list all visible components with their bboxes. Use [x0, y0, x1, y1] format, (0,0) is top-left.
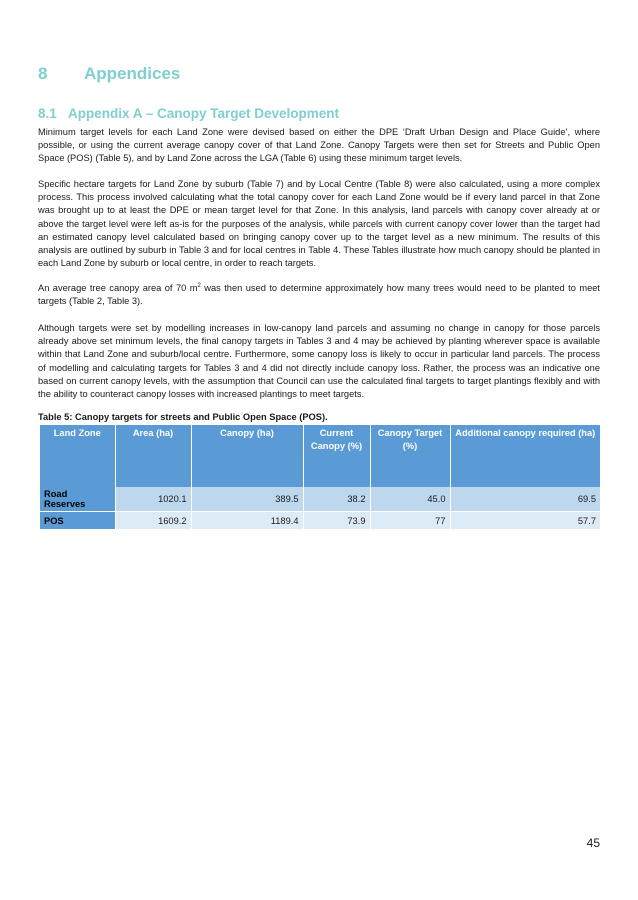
cell-canopy-target: 45.0 — [370, 487, 450, 512]
cell-canopy: 1189.4 — [191, 512, 303, 530]
table-caption: Table 5: Canopy targets for streets and Public Open Space (POS). — [38, 412, 328, 422]
paragraph-targets-intro: Minimum target levels for each Land Zone were devised based on either the DPE ‘Draft Urban Design and Place Guide’, where possible, or using the current average canopy cover of that Land Zone. Canopy Targets were then set for Streets and Public Open Space (POS) (Table 5), and by Land Zone across the LGA (Table 6) using these minimum target levels. — [38, 127, 600, 164]
section-heading — [38, 64, 180, 84]
paragraph-tree-area — [38, 282, 600, 308]
table-header-row — [40, 425, 600, 487]
cell-additional-canopy: 57.7 — [450, 512, 600, 530]
row-label: POS — [40, 512, 115, 530]
subsection-number: 8.1 — [38, 106, 57, 121]
header-land-zone: Land Zone — [40, 425, 115, 487]
cell-canopy-target: 77 — [370, 512, 450, 530]
paragraph-hectare-targets: Specific hectare targets for Land Zone by suburb (Table 7) and by Local Centre (Table 8) were also calculated, using a more complex process. This process involved calculating what the total canopy cover for each Land Zone would be if every land parcel in that Zone was brought up to at least the DPE or mean target level for that Zone. In this analysis, land parcels with canopy cover already at or above the target level were left as-is for the purposes of the analysis, while parcels with current canopy cover lower than the target had an estimated canopy level calculated based on bringing canopy cover up to the target level as a new minimum. The results of this analysis are outlined by suburb in Table 3 and for local centres in Table 4. These Tables illustrate how much canopy should be planted in each Land Zone by suburb or local centre, in order to reach targets. — [38, 179, 600, 269]
superscript-2: 2 — [197, 282, 201, 289]
cell-area: 1020.1 — [115, 487, 191, 512]
subsection-title: Appendix A – Canopy Target Development — [68, 106, 340, 121]
paragraph-modelling-notes: Although targets were set by modelling increases in low-canopy land parcels and assuming no change in canopy for those parcels already above set minimum levels, the final canopy targets in Tables 3 and 4 may be achieved by planting wherever space is available within that Land Zone and suburb/local centre. Furthermore, some canopy loss is likely to occur in particular land parcels. The process of modelling and calculating targets for Tables 3 and 4 did not directly include canopy loss. Rather, the process was an indicative one based on current canopy levels, with the assumption that Council can use the calculated final targets to target plantings flexibly and with the ability to counteract canopy losses with increased plantings to meet targets. — [38, 323, 600, 400]
cell-current-canopy: 38.2 — [303, 487, 370, 512]
table-row — [40, 512, 600, 530]
header-canopy-target: Canopy Target (%) — [370, 425, 450, 487]
header-additional-canopy: Additional canopy required (ha) — [450, 425, 600, 487]
page-number: 45 — [586, 836, 600, 850]
canopy-targets-table — [40, 425, 600, 529]
cell-canopy: 389.5 — [191, 487, 303, 512]
header-current-canopy: Current Canopy (%) — [303, 425, 370, 487]
subsection-heading — [38, 106, 339, 121]
paragraph-tree-area-text: An average tree canopy area of 70 m — [38, 283, 198, 293]
header-area: Area (ha) — [115, 425, 191, 487]
paragraph-tree-area-text-end: was then used to determine approximately how many trees would need to be planted to meet targets (Table 2, Table 3). — [38, 283, 600, 307]
cell-area: 1609.2 — [115, 512, 191, 530]
table-row — [40, 487, 600, 512]
cell-current-canopy: 73.9 — [303, 512, 370, 530]
row-label: Road Reserves — [40, 487, 115, 512]
section-title: Appendices — [84, 64, 181, 83]
header-canopy: Canopy (ha) — [191, 425, 303, 487]
section-number: 8 — [38, 64, 48, 83]
cell-additional-canopy: 69.5 — [450, 487, 600, 512]
